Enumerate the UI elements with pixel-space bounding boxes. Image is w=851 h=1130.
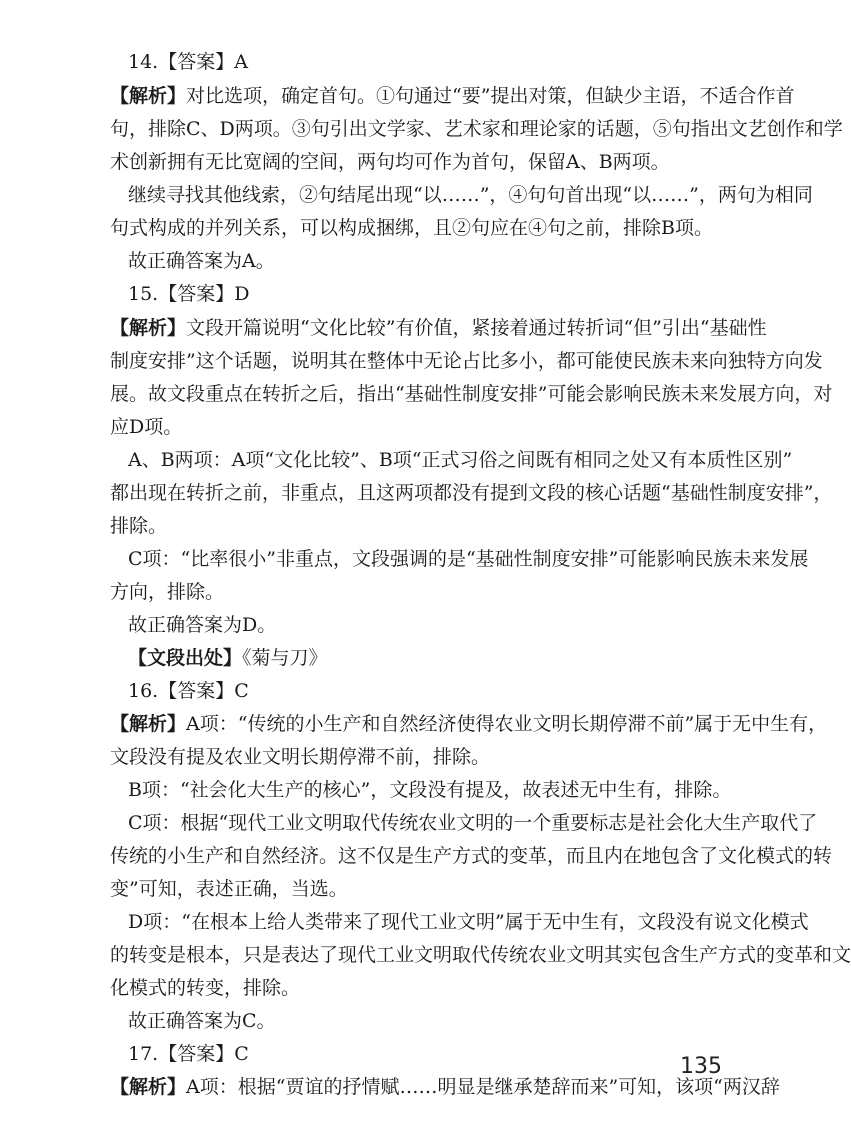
paragraph-line	[110, 216, 722, 240]
analysis-tag: 【解析】	[110, 1076, 187, 1098]
source-tag: 【文段出处】	[128, 647, 243, 669]
paragraph-line	[128, 910, 809, 934]
line-text: 句式构成的并列关系，可以构成捆绑，且②句应在④句之前，排除B项。	[110, 217, 713, 239]
source-title: 《菊与刀》	[242, 647, 328, 669]
line-text: 文段没有提及农业文明长期停滞不前，排除。	[110, 746, 491, 768]
conclusion-line	[128, 249, 722, 273]
analysis-15-line-1	[110, 316, 767, 340]
line-text: A、B两项：A项“文化比较”、B项“正式习俗之间既有相同之处又有本质性区别”	[128, 449, 793, 471]
line-text: 化模式的转变，排除。	[110, 977, 301, 999]
answer-14-heading	[128, 50, 722, 74]
line-text: 16.【答案】C	[128, 680, 249, 702]
line-text: 15.【答案】D	[128, 283, 250, 305]
analysis-tag: 【解析】	[110, 85, 187, 107]
line-text: 17.【答案】C	[128, 1043, 249, 1065]
line-text: 排除。	[110, 515, 168, 537]
analysis-16-line-1	[110, 712, 828, 736]
line-text: 方向，排除。	[110, 581, 225, 603]
conclusion-line	[128, 1009, 722, 1033]
line-text: A项：根据“贾谊的抒情赋……明显是继承楚辞而来”可知，该项“两汉辞	[186, 1076, 780, 1098]
line-text: 应D项。	[110, 416, 183, 438]
line-text: 继续寻找其他线索，②句结尾出现“以……”，④句句首出现“以……”，两句为相同	[128, 184, 813, 206]
line-text: C项：根据“现代工业文明取代传统农业文明的一个重要标志是社会化大生产取代了	[128, 812, 818, 834]
analysis-17-line-1	[110, 1075, 780, 1099]
paragraph-line	[110, 976, 722, 1000]
paragraph-line	[128, 778, 732, 802]
line-text: 都出现在转折之前，非重点，且这两项都没有提到文段的核心话题“基础性制度安排”，	[110, 482, 833, 504]
paragraph-line	[110, 844, 833, 868]
line-text: 变”可知，表述正确，当选。	[110, 878, 348, 900]
analysis-tag: 【解析】	[110, 317, 187, 339]
analysis-14-line-1	[110, 84, 795, 108]
analysis-tag: 【解析】	[110, 713, 187, 735]
line-text: 的转变是根本，只是表达了现代工业文明取代传统农业文明其实包含生产方式的变革和文	[110, 944, 851, 966]
paragraph-line	[110, 943, 851, 967]
paragraph-line	[110, 349, 823, 373]
paragraph-line	[110, 481, 833, 505]
line-text: D项：“在根本上给人类带来了现代工业文明”属于无中生有，文段没有说文化模式	[128, 911, 809, 933]
paragraph-line	[110, 150, 722, 174]
paragraph-line	[128, 547, 809, 571]
answer-15-heading	[128, 282, 722, 306]
line-text: 文段开篇说明“文化比较”有价值，紧接着通过转折词“但”引出“基础性	[186, 317, 767, 339]
line-text: 展。故文段重点在转折之后，指出“基础性制度安排”可能会影响民族未来发展方向，对	[110, 383, 833, 405]
line-text: 术创新拥有无比宽阔的空间，两句均可作为首句，保留A、B两项。	[110, 151, 670, 173]
paragraph-line	[110, 745, 722, 769]
paragraph-line	[128, 183, 813, 207]
answer-17-heading	[128, 1042, 428, 1066]
line-text: A项：“传统的小生产和自然经济使得农业文明长期停滞不前”属于无中生有，	[186, 713, 828, 735]
paragraph-line	[110, 117, 843, 141]
paragraph-line	[110, 580, 722, 604]
source-line	[128, 646, 722, 670]
paragraph-line	[128, 811, 818, 835]
answer-16-heading	[128, 679, 722, 703]
line-text: B项：“社会化大生产的核心”，文段没有提及，故表述无中生有，排除。	[128, 779, 732, 801]
line-text: 故正确答案为A。	[128, 250, 275, 272]
line-text: C项：“比率很小”非重点，文段强调的是“基础性制度安排”可能影响民族未来发展	[128, 548, 809, 570]
paragraph-line	[110, 415, 722, 439]
paragraph-line	[110, 514, 722, 538]
line-text: 故正确答案为C。	[128, 1010, 276, 1032]
line-text: 句，排除C、D两项。③句引出文学家、艺术家和理论家的话题，⑤句指出文艺创作和学	[110, 118, 843, 140]
line-text: 故正确答案为D。	[128, 614, 277, 636]
page-number: 135	[680, 1054, 722, 1079]
paragraph-line	[110, 382, 833, 406]
line-text: 14.【答案】A	[128, 51, 248, 73]
line-text: 制度安排”这个话题，说明其在整体中无论占比多小，都可能使民族未来向独特方向发	[110, 350, 823, 372]
line-text: 对比选项，确定首句。①句通过“要”提出对策，但缺少主语，不适合作首	[186, 85, 795, 107]
paragraph-line	[128, 448, 793, 472]
conclusion-line	[128, 613, 722, 637]
line-text: 传统的小生产和自然经济。这不仅是生产方式的变革，而且内在地包含了文化模式的转	[110, 845, 833, 867]
paragraph-line	[110, 877, 722, 901]
